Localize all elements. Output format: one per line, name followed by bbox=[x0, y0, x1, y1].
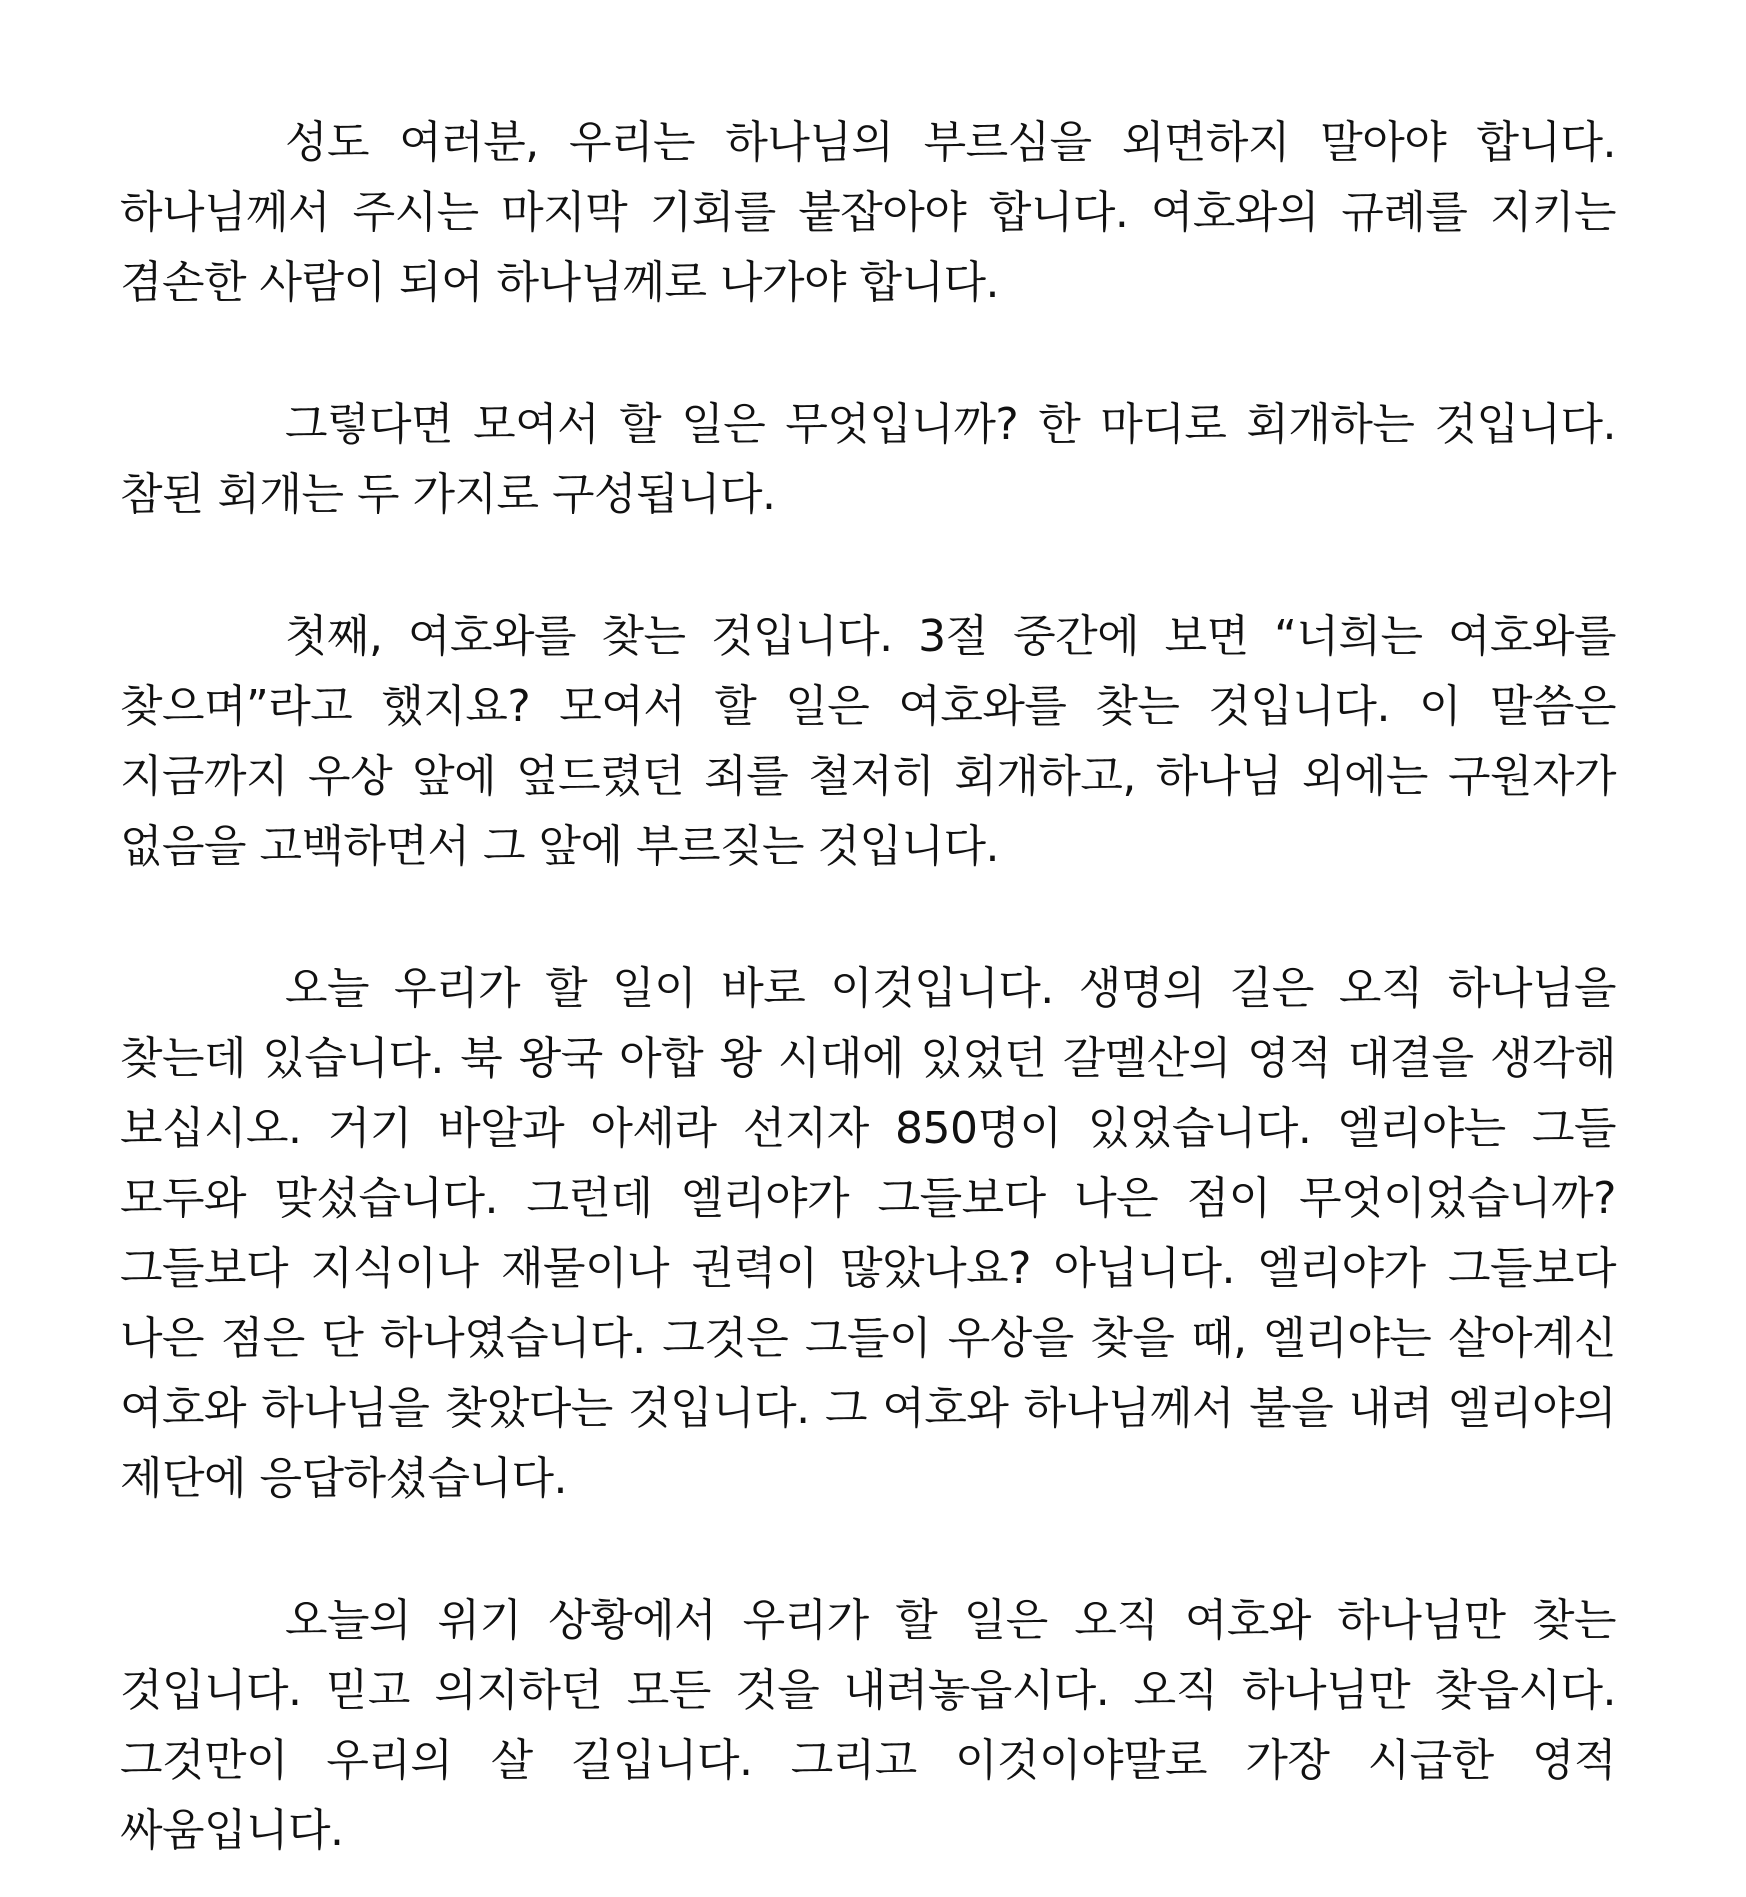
paragraph-1: 성도 여러분, 우리는 하나님의 부르심을 외면하지 말아야 합니다. 하나님께서 주시는 마지막 기회를 붙잡아야 합니다. 여호와의 규례를 지키는 겸손한 사람이 되어 하나님께로 나가야 합니다. bbox=[120, 117, 1616, 308]
paragraph-5: 오늘의 위기 상황에서 우리가 할 일은 오직 여호와 하나님만 찾는 것입니다. 믿고 의지하던 모든 것을 내려놓읍시다. 오직 하나님만 찾읍시다. 그것만이 우리의 살 길입니다. 그리고 이것이야말로 가장 시급한 영적 싸움입니다. bbox=[120, 1595, 1616, 1856]
document-body bbox=[120, 108, 1616, 1866]
paragraph-3: 첫째, 여호와를 찾는 것입니다. 3절 중간에 보면 “너희는 여호와를 찾으며”라고 했지요? 모여서 할 일은 여호와를 찾는 것입니다. 이 말씀은 지금까지 우상 앞에 엎드렸던 죄를 철저히 회개하고, 하나님 외에는 구원자가 없음을 고백하면서 그 앞에 부르짖는 것입니다. bbox=[120, 611, 1616, 872]
paragraph-4: 오늘 우리가 할 일이 바로 이것입니다. 생명의 길은 오직 하나님을 찾는데 있습니다. 북 왕국 아합 왕 시대에 있었던 갈멜산의 영적 대결을 생각해 보십시오. 거기 바알과 아세라 선지자 850명이 있었습니다. 엘리야는 그들 모두와 맞섰습니다. 그런데 엘리야가 그들보다 나은 점이 무엇이었습니까? 그들보다 지식이나 재물이나 권력이 많았나요? 아닙니다. 엘리야가 그들보다 나은 점은 단 하나였습니다. 그것은 그들이 우상을 찾을 때, 엘리야는 살아계신 여호와 하나님을 찾았다는 것입니다. 그 여호와 하나님께서 불을 내려 엘리야의 제단에 응답하셨습니다. bbox=[120, 963, 1616, 1504]
paragraph-2: 그렇다면 모여서 할 일은 무엇입니까? 한 마디로 회개하는 것입니다. 참된 회개는 두 가지로 구성됩니다. bbox=[120, 399, 1616, 520]
